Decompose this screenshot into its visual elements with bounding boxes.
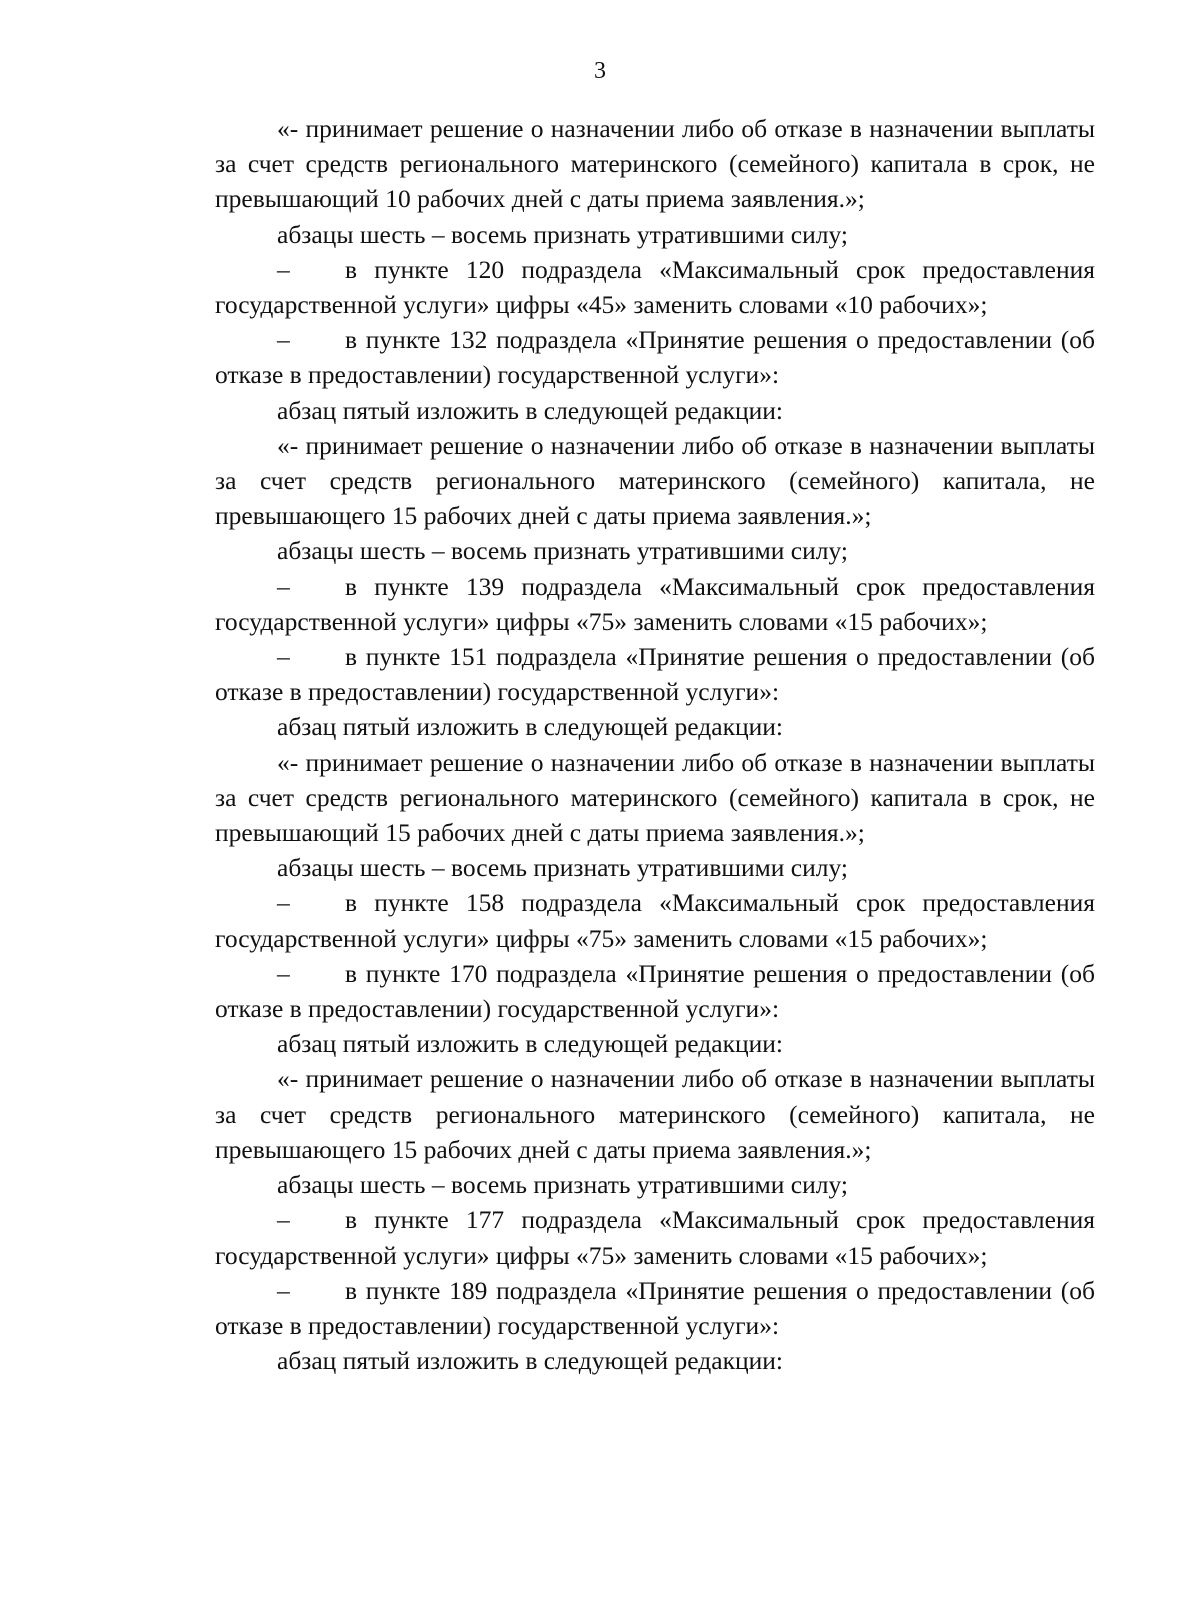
page-number: 3 bbox=[594, 58, 606, 84]
dash-marker: – bbox=[277, 1275, 290, 1305]
instruction-paragraph: абзац пятый изложить в следующей редакции: bbox=[277, 712, 783, 742]
list-item-text: в пункте 139 подраздела «Максимальный срок предоставления государственной услуги» цифры «75» заменить словами «15 рабочих»; bbox=[215, 571, 1095, 636]
dash-marker: – bbox=[277, 325, 290, 355]
dash-marker: – bbox=[277, 254, 290, 284]
dash-marker: – bbox=[277, 642, 290, 672]
quoted-amendment-paragraph: «- принимает решение о назначении либо об отказе в назначении выплаты за счет средств регионального материнского (семейного) капитала в срок, не превышающий 10 рабочих дней с даты приема заявления.»; bbox=[215, 114, 1095, 214]
list-item-text: в пункте 177 подраздела «Максимальный срок предоставления государственной услуги» цифры «75» заменить словами «15 рабочих»; bbox=[215, 1205, 1095, 1270]
quoted-amendment-paragraph: «- принимает решение о назначении либо об отказе в назначении выплаты за счет средств регионального материнского (семейного) капитала в срок, не превышающий 15 рабочих дней с даты приема заявления.»; bbox=[215, 747, 1095, 848]
list-item bbox=[215, 885, 1095, 955]
list-item-text: в пункте 158 подраздела «Максимальный срок предоставления государственной услуги» цифры «75» заменить словами «15 рабочих»; bbox=[215, 888, 1095, 953]
list-item bbox=[215, 252, 1095, 322]
quoted-amendment-paragraph: «- принимает решение о назначении либо об отказе в назначении выплаты за счет средств регионального материнского (семейного) капитала, не превышающего 15 рабочих дней с даты приема заявления.»; bbox=[215, 1064, 1095, 1164]
list-item-text: в пункте 151 подраздела «Принятие решения о предоставлении (об отказе в предоставлении) государственной услуги»: bbox=[215, 642, 1095, 707]
dash-marker: – bbox=[277, 958, 290, 988]
quoted-amendment-paragraph: «- принимает решение о назначении либо об отказе в назначении выплаты за счет средств регионального материнского (семейного) капитала, не превышающего 15 рабочих дней с даты приема заявления.»; bbox=[215, 430, 1095, 531]
repeal-paragraph: абзацы шесть – восемь признать утратившими силу; bbox=[277, 219, 848, 249]
document-body bbox=[215, 111, 1095, 1378]
instruction-paragraph: абзац пятый изложить в следующей редакции: bbox=[277, 395, 783, 425]
list-item bbox=[215, 956, 1095, 1026]
list-item-text: в пункте 189 подраздела «Принятие решения о предоставлении (об отказе в предоставлении) государственной услуги»: bbox=[215, 1275, 1095, 1340]
list-item bbox=[215, 639, 1095, 709]
repeal-paragraph: абзацы шесть – восемь признать утратившими силу; bbox=[277, 853, 848, 883]
list-item bbox=[215, 322, 1095, 392]
repeal-paragraph: абзацы шесть – восемь признать утратившими силу; bbox=[277, 1170, 848, 1200]
list-item-text: в пункте 120 подраздела «Максимальный срок предоставления государственной услуги» цифры «45» заменить словами «10 рабочих»; bbox=[215, 254, 1095, 320]
dash-marker: – bbox=[277, 571, 290, 601]
instruction-paragraph: абзац пятый изложить в следующей редакции: bbox=[277, 1346, 783, 1376]
list-item bbox=[215, 569, 1095, 639]
list-item-text: в пункте 132 подраздела «Принятие решения о предоставлении (об отказе в предоставлении) государственной услуги»: bbox=[215, 325, 1095, 390]
dash-marker: – bbox=[277, 1205, 290, 1235]
instruction-paragraph: абзац пятый изложить в следующей редакции: bbox=[277, 1029, 783, 1059]
repeal-paragraph: абзацы шесть – восемь признать утратившими силу; bbox=[277, 536, 848, 566]
list-item-text: в пункте 170 подраздела «Принятие решения о предоставлении (об отказе в предоставлении) государственной услуги»: bbox=[215, 958, 1095, 1024]
list-item bbox=[215, 1202, 1095, 1272]
list-item bbox=[215, 1273, 1095, 1343]
dash-marker: – bbox=[277, 888, 290, 918]
